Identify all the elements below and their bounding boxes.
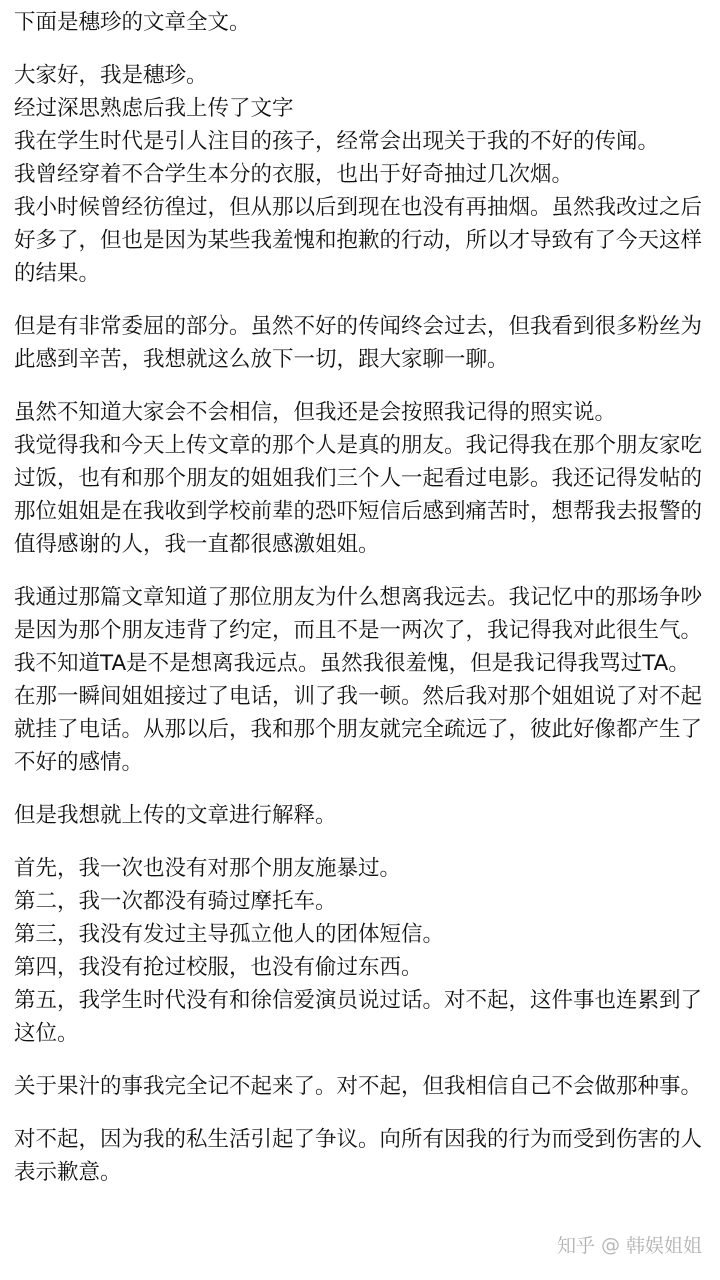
article-paragraph (14, 799, 710, 832)
article-line: 第四，我没有抢过校服，也没有偷过东西。 (14, 955, 423, 980)
article-paragraph (14, 581, 710, 779)
article-line: 虽然不知道大家会不会相信，但我还是会按照我记得的照实说。 (14, 400, 617, 425)
article-line: 但是我想就上传的文章进行解释。 (14, 803, 337, 828)
article-line: 经过深思熟虑后我上传了文字 (14, 96, 294, 121)
article-line: 我在学生时代是引人注目的孩子，经常会出现关于我的不好的传闻。 (14, 129, 660, 154)
article-line: 对不起，因为我的私生活引起了争议。向所有因我的行为而受到伤害的人表示歉意。 (14, 1127, 703, 1185)
watermark-platform: 知乎 (556, 1235, 595, 1257)
article-line: 我小时候曾经彷徨过，但从那以后到现在也没有再抽烟。虽然我改过之后好多了，但也是因为某些我羞愧和抱歉的行动，所以才导致有了今天这样的结果。 (14, 195, 703, 286)
article-line: 第三，我没有发过主导孤立他人的团体短信。 (14, 922, 445, 947)
article-paragraph (14, 310, 710, 376)
article-line: 我曾经穿着不合学生本分的衣服，也出于好奇抽过几次烟。 (14, 162, 574, 187)
article-line: 关于果汁的事我完全记不起来了。对不起，但我相信自己不会做那种事。 (14, 1074, 703, 1099)
article-paragraph (14, 852, 710, 1050)
zhihu-watermark (555, 1231, 704, 1258)
article-paragraph (14, 396, 710, 561)
article-line: 首先，我一次也没有对那个朋友施暴过。 (14, 856, 402, 881)
article-line: 下面是穗珍的文章全文。 (14, 10, 251, 35)
article-line: 第五，我学生时代没有和徐信爱演员说过话。对不起，这件事也连累到了这位。 (14, 988, 703, 1046)
watermark-separator: @ (600, 1233, 620, 1256)
article-body (14, 6, 710, 1209)
article-line: 但是有非常委屈的部分。虽然不好的传闻终会过去，但我看到很多粉丝为此感到辛苦，我想就这么放下一切，跟大家聊一聊。 (14, 314, 703, 372)
article-line: 大家好，我是穗珍。 (14, 63, 208, 88)
article-line: 我通过那篇文章知道了那位朋友为什么想离我远去。我记忆中的那场争吵是因为那个朋友违背了约定，而且不是一两次了，我记得我对此很生气。我不知道TA是不是想离我远点。虽然我很羞愧，但是我记得我骂过TA。在那一瞬间姐姐接过了电话，训了我一顿。然后我对那个姐姐说了对不起就挂了电话。从那以后，我和那个朋友就完全疏远了，彼此好像都产生了不好的感情。 (14, 585, 703, 775)
article-line: 第二，我一次都没有骑过摩托车。 (14, 889, 337, 914)
watermark-author: 韩娱姐姐 (625, 1235, 702, 1257)
article-paragraph (14, 59, 710, 290)
article-paragraph (14, 1070, 710, 1103)
article-paragraph (14, 1123, 710, 1189)
article-line: 我觉得我和今天上传文章的那个人是真的朋友。我记得我在那个朋友家吃过饭，也有和那个朋友的姐姐我们三个人一起看过电影。我还记得发帖的那位姐姐是在我收到学校前辈的恐吓短信后感到痛苦时，想帮我去报警的值得感谢的人，我一直都很感激姐姐。 (14, 433, 703, 557)
article-paragraph (14, 6, 710, 39)
